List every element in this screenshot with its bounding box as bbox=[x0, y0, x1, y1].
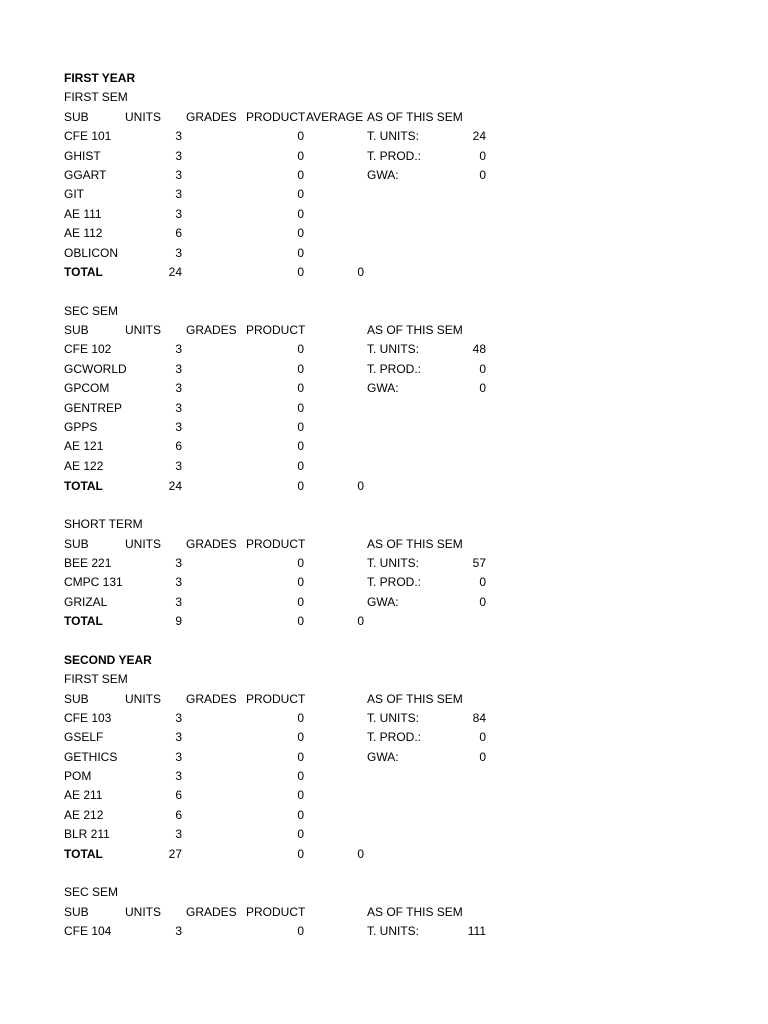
t-prod-value: 0 bbox=[479, 362, 486, 376]
subject-units: 3 bbox=[175, 401, 182, 415]
header-grades: GRADES bbox=[186, 537, 237, 551]
total-label: TOTAL bbox=[64, 614, 103, 628]
subject-code: CFE 103 bbox=[64, 711, 112, 725]
subject-row bbox=[0, 709, 768, 729]
subject-code: GIT bbox=[64, 187, 84, 201]
total-units: 24 bbox=[168, 265, 182, 279]
subject-row bbox=[0, 922, 768, 942]
subject-code: AE 112 bbox=[64, 226, 103, 240]
subject-code: GGART bbox=[64, 168, 107, 182]
subject-code: POM bbox=[64, 769, 92, 783]
t-units-label: T. UNITS: bbox=[367, 924, 420, 938]
header-grades: GRADES bbox=[186, 323, 237, 337]
subject-units: 3 bbox=[175, 342, 182, 356]
subject-code: CFE 101 bbox=[64, 129, 112, 143]
subject-code: AE 121 bbox=[64, 439, 104, 453]
t-prod-value: 0 bbox=[479, 575, 486, 589]
header-units: UNITS bbox=[125, 905, 161, 919]
total-row bbox=[0, 477, 768, 497]
total-row bbox=[0, 845, 768, 865]
subject-code: GPCOM bbox=[64, 381, 110, 395]
subject-product: 0 bbox=[297, 924, 304, 938]
header-product: PRODUCT bbox=[246, 692, 306, 706]
subject-code: GETHICS bbox=[64, 750, 118, 764]
t-prod-value: 0 bbox=[479, 149, 486, 163]
header-product: PRODUCT bbox=[246, 323, 306, 337]
total-units: 9 bbox=[175, 614, 182, 628]
section-title: FIRST SEM bbox=[64, 90, 128, 104]
total-average: 0 bbox=[357, 847, 364, 861]
header-sub: SUB bbox=[64, 110, 89, 124]
subject-product: 0 bbox=[297, 595, 304, 609]
header-as-of-this-sem: AS OF THIS SEM bbox=[367, 537, 463, 551]
t-units-value: 24 bbox=[472, 129, 486, 143]
year-heading-row bbox=[0, 69, 768, 89]
t-units-label: T. UNITS: bbox=[367, 129, 420, 143]
header-grades: GRADES bbox=[186, 110, 237, 124]
total-units: 24 bbox=[168, 479, 182, 493]
subject-units: 3 bbox=[175, 750, 182, 764]
column-header-row bbox=[0, 108, 768, 128]
subject-code: CFE 102 bbox=[64, 342, 112, 356]
subject-units: 3 bbox=[175, 711, 182, 725]
total-average: 0 bbox=[357, 479, 364, 493]
subject-product: 0 bbox=[297, 420, 304, 434]
subject-product: 0 bbox=[297, 750, 304, 764]
t-prod-value: 0 bbox=[479, 730, 486, 744]
section-title: SEC SEM bbox=[64, 885, 119, 899]
total-label: TOTAL bbox=[64, 479, 103, 493]
header-as-of-this-sem: AS OF THIS SEM bbox=[367, 323, 463, 337]
subject-code: GCWORLD bbox=[64, 362, 127, 376]
subject-product: 0 bbox=[297, 129, 304, 143]
t-prod-label: T. PROD.: bbox=[367, 730, 422, 744]
section-title-row bbox=[0, 302, 768, 322]
subject-units: 3 bbox=[175, 827, 182, 841]
subject-units: 3 bbox=[175, 595, 182, 609]
subject-code: GENTREP bbox=[64, 401, 123, 415]
header-units: UNITS bbox=[125, 692, 161, 706]
subject-units: 3 bbox=[175, 420, 182, 434]
subject-row bbox=[0, 399, 768, 419]
total-row bbox=[0, 612, 768, 632]
header-as-of-this-sem: AS OF THIS SEM bbox=[367, 110, 463, 124]
subject-row bbox=[0, 185, 768, 205]
subject-units: 3 bbox=[175, 246, 182, 260]
subject-row bbox=[0, 573, 768, 593]
gwa-label: GWA: bbox=[367, 168, 399, 182]
subject-units: 3 bbox=[175, 575, 182, 589]
total-average: 0 bbox=[357, 265, 364, 279]
column-header-row bbox=[0, 690, 768, 710]
subject-row bbox=[0, 340, 768, 360]
subject-row bbox=[0, 166, 768, 186]
subject-units: 6 bbox=[175, 226, 182, 240]
subject-units: 3 bbox=[175, 149, 182, 163]
subject-product: 0 bbox=[297, 730, 304, 744]
subject-row bbox=[0, 437, 768, 457]
subject-row bbox=[0, 360, 768, 380]
gwa-label: GWA: bbox=[367, 381, 399, 395]
header-average: AVERAGE bbox=[306, 110, 364, 124]
subject-units: 3 bbox=[175, 459, 182, 473]
subject-row bbox=[0, 728, 768, 748]
header-grades: GRADES bbox=[186, 905, 237, 919]
header-units: UNITS bbox=[125, 323, 161, 337]
subject-row bbox=[0, 767, 768, 787]
subject-code: CFE 104 bbox=[64, 924, 112, 938]
header-sub: SUB bbox=[64, 323, 89, 337]
t-units-label: T. UNITS: bbox=[367, 711, 420, 725]
header-as-of-this-sem: AS OF THIS SEM bbox=[367, 905, 463, 919]
t-units-label: T. UNITS: bbox=[367, 556, 420, 570]
section-title: SHORT TERM bbox=[64, 517, 143, 531]
subject-product: 0 bbox=[297, 401, 304, 415]
t-units-value: 84 bbox=[472, 711, 486, 725]
subject-units: 3 bbox=[175, 924, 182, 938]
subject-row bbox=[0, 379, 768, 399]
subject-product: 0 bbox=[297, 226, 304, 240]
total-product: 0 bbox=[297, 847, 304, 861]
t-units-label: T. UNITS: bbox=[367, 342, 420, 356]
total-row bbox=[0, 263, 768, 283]
year-heading: SECOND YEAR bbox=[64, 653, 152, 667]
gwa-value: 0 bbox=[479, 750, 486, 764]
subject-row bbox=[0, 418, 768, 438]
subject-row bbox=[0, 806, 768, 826]
subject-code: AE 122 bbox=[64, 459, 104, 473]
header-as-of-this-sem: AS OF THIS SEM bbox=[367, 692, 463, 706]
section-title-row bbox=[0, 883, 768, 903]
header-product: PRODUCT bbox=[246, 110, 306, 124]
gwa-value: 0 bbox=[479, 168, 486, 182]
subject-units: 6 bbox=[175, 808, 182, 822]
subject-row bbox=[0, 224, 768, 244]
t-prod-label: T. PROD.: bbox=[367, 149, 422, 163]
subject-product: 0 bbox=[297, 439, 304, 453]
gwa-label: GWA: bbox=[367, 750, 399, 764]
subject-code: GPPS bbox=[64, 420, 98, 434]
header-product: PRODUCT bbox=[246, 537, 306, 551]
subject-product: 0 bbox=[297, 711, 304, 725]
subject-units: 3 bbox=[175, 168, 182, 182]
subject-row bbox=[0, 127, 768, 147]
header-units: UNITS bbox=[125, 537, 161, 551]
subject-code: GSELF bbox=[64, 730, 104, 744]
section-title-row bbox=[0, 670, 768, 690]
subject-product: 0 bbox=[297, 168, 304, 182]
column-header-row bbox=[0, 535, 768, 555]
header-units: UNITS bbox=[125, 110, 161, 124]
t-prod-label: T. PROD.: bbox=[367, 362, 422, 376]
column-header-row bbox=[0, 903, 768, 923]
subject-units: 3 bbox=[175, 207, 182, 221]
header-grades: GRADES bbox=[186, 692, 237, 706]
total-product: 0 bbox=[297, 479, 304, 493]
total-product: 0 bbox=[297, 614, 304, 628]
total-product: 0 bbox=[297, 265, 304, 279]
subject-row bbox=[0, 147, 768, 167]
subject-row bbox=[0, 748, 768, 768]
subject-product: 0 bbox=[297, 556, 304, 570]
gwa-value: 0 bbox=[479, 595, 486, 609]
subject-product: 0 bbox=[297, 207, 304, 221]
column-header-row bbox=[0, 321, 768, 341]
section-title-row bbox=[0, 88, 768, 108]
year-heading: FIRST YEAR bbox=[64, 71, 136, 85]
subject-units: 3 bbox=[175, 129, 182, 143]
subject-code: GHIST bbox=[64, 149, 101, 163]
subject-product: 0 bbox=[297, 769, 304, 783]
total-label: TOTAL bbox=[64, 847, 103, 861]
t-units-value: 111 bbox=[467, 924, 486, 938]
gwa-value: 0 bbox=[479, 381, 486, 395]
total-units: 27 bbox=[168, 847, 182, 861]
subject-product: 0 bbox=[297, 362, 304, 376]
subject-units: 3 bbox=[175, 187, 182, 201]
year-heading-row bbox=[0, 651, 768, 671]
subject-units: 3 bbox=[175, 769, 182, 783]
total-average: 0 bbox=[357, 614, 364, 628]
subject-code: GRIZAL bbox=[64, 595, 108, 609]
subject-code: CMPC 131 bbox=[64, 575, 123, 589]
subject-code: AE 211 bbox=[64, 788, 103, 802]
subject-product: 0 bbox=[297, 187, 304, 201]
subject-product: 0 bbox=[297, 381, 304, 395]
subject-code: BEE 221 bbox=[64, 556, 112, 570]
subject-units: 6 bbox=[175, 788, 182, 802]
t-units-value: 48 bbox=[472, 342, 486, 356]
header-product: PRODUCT bbox=[246, 905, 306, 919]
subject-code: OBLICON bbox=[64, 246, 119, 260]
header-sub: SUB bbox=[64, 905, 89, 919]
subject-product: 0 bbox=[297, 808, 304, 822]
t-prod-label: T. PROD.: bbox=[367, 575, 422, 589]
subject-units: 6 bbox=[175, 439, 182, 453]
subject-code: AE 111 bbox=[64, 207, 102, 221]
subject-row bbox=[0, 457, 768, 477]
subject-row bbox=[0, 205, 768, 225]
subject-product: 0 bbox=[297, 575, 304, 589]
subject-row bbox=[0, 244, 768, 264]
subject-product: 0 bbox=[297, 827, 304, 841]
subject-units: 3 bbox=[175, 730, 182, 744]
subject-code: BLR 211 bbox=[64, 827, 110, 841]
subject-product: 0 bbox=[297, 459, 304, 473]
subject-code: AE 212 bbox=[64, 808, 104, 822]
subject-units: 3 bbox=[175, 362, 182, 376]
subject-row bbox=[0, 593, 768, 613]
section-title-row bbox=[0, 515, 768, 535]
subject-row bbox=[0, 786, 768, 806]
subject-product: 0 bbox=[297, 246, 304, 260]
subject-row bbox=[0, 825, 768, 845]
header-sub: SUB bbox=[64, 537, 89, 551]
subject-units: 3 bbox=[175, 381, 182, 395]
section-title: SEC SEM bbox=[64, 304, 119, 318]
section-title: FIRST SEM bbox=[64, 672, 128, 686]
subject-product: 0 bbox=[297, 788, 304, 802]
subject-row bbox=[0, 554, 768, 574]
subject-units: 3 bbox=[175, 556, 182, 570]
t-units-value: 57 bbox=[472, 556, 486, 570]
total-label: TOTAL bbox=[64, 265, 103, 279]
subject-product: 0 bbox=[297, 342, 304, 356]
gwa-label: GWA: bbox=[367, 595, 399, 609]
subject-product: 0 bbox=[297, 149, 304, 163]
header-sub: SUB bbox=[64, 692, 89, 706]
